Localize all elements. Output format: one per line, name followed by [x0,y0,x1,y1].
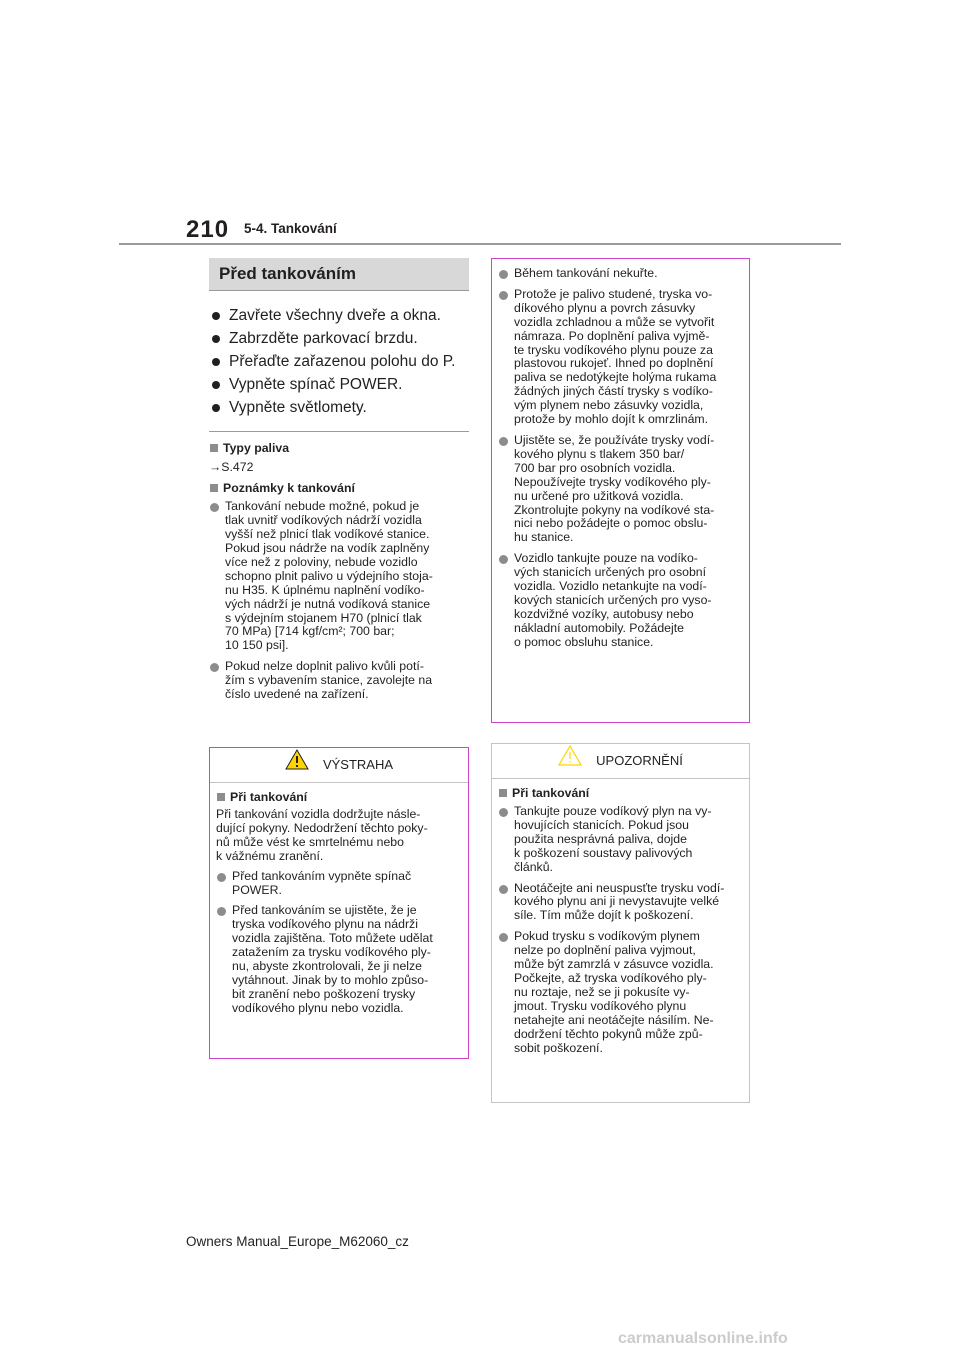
checklist-item: Zavřete všechny dveře a okna. [209,305,469,328]
warning-subtitle: Při tankování [216,789,462,805]
divider [209,431,469,432]
footer-text: Owners Manual_Europe_M62060_cz [186,1234,409,1249]
info-item: Vozidlo tankujte pouze na vodíko- vých stanicích určených pro osobní vozidla. Vozidlo netankujte na vodí- kových stanicích určených pro vyso- kozdvižné vozíky, autobusy nebo nákladní automobily. Požádejte o pomoc obsluhu stanice. [498,552,743,649]
watermark: carmanualsonline.info [618,1330,788,1347]
refuel-note: Pokud nelze doplnit palivo kvůli potí- žím s vybavením stanice, zavolejte na číslo uvedené na zařízení. [209,660,469,702]
caution-box [491,743,750,1103]
checklist-item: Přeřaďte zařazenou polohu do P. [209,351,469,374]
caution-item: Pokud trysku s vodíkovým plynem nelze po doplnění paliva vyjmout, může být zamrzlá v zásuvce vozidla. Počkejte, až tryska vodíkového ply- nu roztaje, než se ji pokusíte vy- jmout. Trysku vodíkového plynu netahejte ani neotáčejte násilím. Ne- dodržení těchto pokynů může způ- sobit poškození. [498,930,743,1055]
caution-subtitle: Při tankování [498,785,743,801]
section-title: 5-4. Tankování [244,221,337,236]
checklist-item: Vypněte světlomety. [209,397,469,420]
caution-item: Neotáčejte ani neuspusťte trysku vodí- kového plynu ani ji nevystavujte velké síle. Tím může dojít k poškození. [498,882,743,924]
caution-item: Tankujte pouze vodíkový plyn na vy- hovujících stanicích. Pokud jsou použita nesprávná paliva, dojde k poškození soustavy palivových článků. [498,805,743,875]
refuel-note: Tankování nebude možné, pokud je tlak uvnitř vodíkových nádrží vozidla vyšší než plnicí tlak vodíkové stanice. Pokud jsou nádrže na vodík zaplněny více než z poloviny, nebude vozidlo schopno plnit palivo u výdejního stoja- nu H35. K úplnému naplnění vodíko- vých nádrží je nutná vodíková stanice s výdejním stojanem H70 (plnicí tlak 70 MPa) [714 kgf/cm²; 700 bar; 10 150 psi]. [209,500,469,653]
info-box [491,258,750,723]
info-item: Protože je palivo studené, tryska vo- díkového plynu a povrch zásuvky vozidla zchladnou a může se vytvořit námraza. Po doplnění paliva vyjmě- te trysku vodíkového plynu pouze za plastovou rukojeť. Ihned po doplnění paliva se nedotýkejte holýma rukama žádných jiných částí trysky s vodíko- vým plynem nebo zásuvky vozidla, protože by mohlo dojít k omrzlinám. [498,288,743,427]
section-heading: Před tankováním [209,258,469,291]
warning-box [209,747,469,1059]
warning-intro: Při tankování vozidla dodržujte násle- dující pokyny. Nedodržení těchto poky- nů může vést ke smrtelnému nebo k vážnému zranění. [216,807,428,863]
refuel-notes-title: Poznámky k tankování [209,480,469,496]
warning-title: VÝSTRAHA [322,757,394,772]
checklist-item: Vypněte spínač POWER. [209,374,469,397]
checklist [209,305,469,420]
checklist-item: Zabrzděte parkovací brzdu. [209,328,469,351]
info-item: Ujistěte se, že používáte trysky vodí- kového plynu s tlakem 350 bar/ 700 bar pro osobních vozidla. Nepoužívejte trysky vodíkového ply- nu určené pro užitková vozidla. Zkontrolujte pokyny na vodíkové sta- nici nebo požádejte o pomoc obslu- hu stanice. [498,434,743,545]
page-number: 210 [186,216,230,243]
fuel-types-title: Typy paliva [209,440,469,456]
info-item: Během tankování nekuřte. [498,267,743,281]
caution-title: UPOZORNĚNÍ [596,753,683,768]
warning-header [210,748,468,783]
left-column [209,258,469,709]
caution-icon [558,745,582,779]
warning-item: Před tankováním vypněte spínač POWER. [216,870,462,898]
warning-item: Před tankováním se ujistěte, že je tryska vodíkového plynu na nádrži vozidla zajištěna. Toto můžete udělat zatažením za trysku vodíkového ply- nu, abyste zkontrolovali, že ji nelze vytáhnout. Jinak by to mohlo způso- bit zranění nebo poškození trysky vodíkového plynu nebo vozidla. [216,904,462,1015]
notes [209,440,469,702]
warning-icon [285,749,309,783]
fuel-types-link[interactable]: →S.472 [209,459,254,474]
caution-header [492,744,749,779]
header-rule [119,243,841,245]
